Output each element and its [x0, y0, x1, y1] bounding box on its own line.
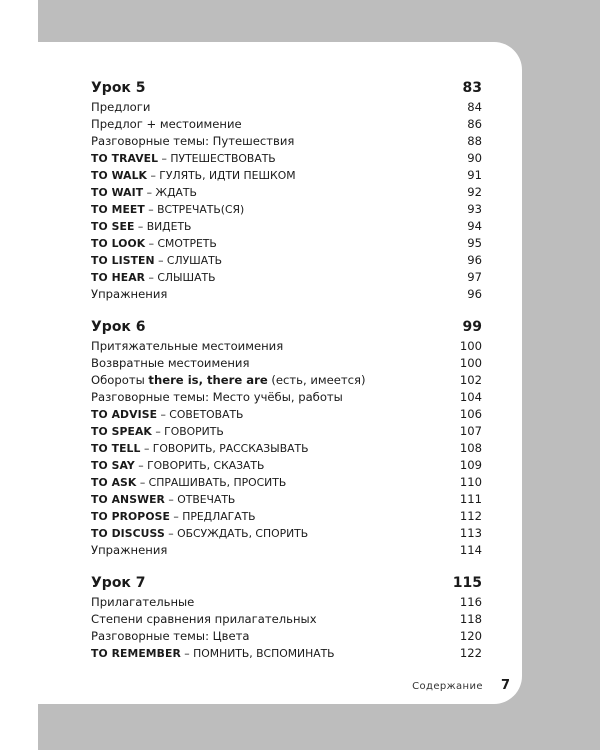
entry-text-before: Обороты [91, 373, 149, 387]
toc-entry [91, 150, 482, 167]
toc-entry [91, 372, 482, 389]
toc-entry-page-number: 102 [459, 373, 482, 387]
toc-entry-text [91, 491, 235, 508]
toc-entry-text [91, 474, 286, 491]
verb-keyword: TO WALK [91, 169, 148, 182]
lesson-page-number: 115 [452, 575, 482, 591]
verb-translation: – ВСТРЕЧАТЬ(СЯ) [144, 203, 245, 216]
verb-translation: – ПУТЕШЕСТВОВАТЬ [158, 152, 276, 165]
toc-entry-text: Разговорные темы: Путешествия [91, 134, 295, 148]
lesson-section [91, 575, 482, 662]
lesson-section [91, 319, 482, 559]
toc-entry-text [91, 184, 197, 201]
lesson-title: Урок 6 [91, 319, 146, 335]
verb-keyword: TO WAIT [91, 186, 144, 199]
entry-text-bold: there is, there are [148, 373, 268, 387]
verb-translation: – СЛУШАТЬ [154, 254, 223, 267]
toc-entry [91, 338, 482, 355]
toc-entry-page-number: 90 [467, 151, 482, 165]
verb-translation: – ВИДЕТЬ [134, 220, 192, 233]
lesson-heading [91, 319, 482, 338]
verb-translation: – ПОМНИТЬ, ВСПОМИНАТЬ [180, 647, 335, 660]
toc-entry-page-number: 110 [459, 475, 482, 489]
toc-entry-page-number: 108 [459, 441, 482, 455]
verb-keyword: TO MEET [91, 203, 145, 216]
toc-entry-text: Возвратные местоимения [91, 356, 250, 370]
toc-entry-text [91, 269, 215, 286]
toc-entry-text [91, 423, 224, 440]
lesson-heading [91, 80, 482, 99]
verb-keyword: TO SAY [91, 459, 135, 472]
toc-entry-page-number: 107 [459, 424, 482, 438]
verb-translation: – СМОТРЕТЬ [145, 237, 217, 250]
toc-entry-text [91, 508, 256, 525]
toc-entry-text [91, 645, 335, 662]
verb-keyword: TO LISTEN [91, 254, 155, 267]
verb-keyword: TO SEE [91, 220, 135, 233]
toc-entry-text: Разговорные темы: Место учёбы, работы [91, 390, 343, 404]
verb-keyword: TO LOOK [91, 237, 146, 250]
verb-translation: – ОБСУЖДАТЬ, СПОРИТЬ [164, 527, 309, 540]
toc-entry-page-number: 120 [459, 629, 482, 643]
toc-entry [91, 406, 482, 423]
verb-translation: – ПРЕДЛАГАТЬ [169, 510, 256, 523]
toc-entry-text [91, 218, 191, 235]
toc-entry-text [91, 252, 222, 269]
verb-keyword: TO ASK [91, 476, 137, 489]
lesson-heading [91, 575, 482, 594]
toc-entry-page-number: 111 [459, 492, 482, 506]
toc-entry-text [91, 372, 366, 389]
toc-entry [91, 167, 482, 184]
toc-entry [91, 423, 482, 440]
lesson-title: Урок 7 [91, 575, 146, 591]
verb-translation: – ГОВОРИТЬ, СКАЗАТЬ [134, 459, 265, 472]
lesson-section [91, 80, 482, 303]
verb-keyword: TO DISCUSS [91, 527, 165, 540]
verb-keyword: TO ADVISE [91, 408, 158, 421]
verb-keyword: TO TELL [91, 442, 141, 455]
toc-entry-page-number: 92 [467, 185, 482, 199]
verb-translation: – СЛЫШАТЬ [145, 271, 216, 284]
toc-entry-page-number: 86 [467, 117, 482, 131]
toc-entry-text [91, 235, 217, 252]
toc-entry-text: Упражнения [91, 543, 168, 557]
toc-entry-text: Прилагательные [91, 595, 195, 609]
verb-keyword: TO TRAVEL [91, 152, 159, 165]
table-of-contents [91, 80, 482, 678]
toc-entry [91, 235, 482, 252]
toc-entry [91, 218, 482, 235]
toc-entry [91, 252, 482, 269]
toc-entry [91, 474, 482, 491]
verb-translation: – СПРАШИВАТЬ, ПРОСИТЬ [136, 476, 287, 489]
toc-entry-page-number: 94 [467, 219, 482, 233]
toc-entry [91, 355, 482, 372]
toc-entry-page-number: 100 [459, 339, 482, 353]
toc-entry [91, 491, 482, 508]
lesson-page-number: 99 [462, 319, 482, 335]
toc-entry-page-number: 106 [459, 407, 482, 421]
verb-translation: – ГОВОРИТЬ, РАССКАЗЫВАТЬ [140, 442, 309, 455]
footer-section-label: Содержание [412, 681, 483, 692]
toc-entry-page-number: 84 [467, 100, 482, 114]
lesson-title: Урок 5 [91, 80, 146, 96]
toc-entry [91, 457, 482, 474]
toc-entry-page-number: 116 [459, 595, 482, 609]
verb-translation: – ЖДАТЬ [143, 186, 197, 199]
toc-entry [91, 542, 482, 559]
toc-entry [91, 201, 482, 218]
toc-entry-text [91, 201, 244, 218]
toc-entry [91, 269, 482, 286]
verb-translation: – ГОВОРИТЬ [151, 425, 224, 438]
toc-entry-text: Предлоги [91, 100, 151, 114]
toc-entry-text: Разговорные темы: Цвета [91, 629, 250, 643]
verb-keyword: TO SPEAK [91, 425, 152, 438]
toc-entry-page-number: 122 [459, 646, 482, 660]
toc-entry [91, 594, 482, 611]
toc-entry-page-number: 112 [459, 509, 482, 523]
toc-entry-page-number: 96 [467, 287, 482, 301]
toc-entry-page-number: 93 [467, 202, 482, 216]
verb-translation: – СОВЕТОВАТЬ [157, 408, 244, 421]
toc-entry-text [91, 406, 243, 423]
toc-entry-text: Упражнения [91, 287, 168, 301]
entry-text-after: (есть, имеется) [267, 373, 366, 387]
toc-entry-page-number: 109 [459, 458, 482, 472]
verb-keyword: TO ANSWER [91, 493, 165, 506]
verb-keyword: TO HEAR [91, 271, 146, 284]
toc-entry [91, 611, 482, 628]
toc-entry [91, 508, 482, 525]
page-footer [390, 678, 510, 693]
toc-entry-text: Предлог + местоимение [91, 117, 242, 131]
toc-entry-page-number: 88 [467, 134, 482, 148]
verb-keyword: TO PROPOSE [91, 510, 170, 523]
verb-translation: – ОТВЕЧАТЬ [164, 493, 236, 506]
toc-entry [91, 99, 482, 116]
book-page [38, 42, 522, 704]
toc-entry [91, 645, 482, 662]
footer-page-number: 7 [500, 678, 510, 693]
toc-entry-page-number: 95 [467, 236, 482, 250]
toc-entry-text [91, 150, 276, 167]
verb-translation: – ГУЛЯТЬ, ИДТИ ПЕШКОМ [147, 169, 296, 182]
toc-entry-text [91, 167, 296, 184]
toc-entry-page-number: 118 [459, 612, 482, 626]
toc-entry-page-number: 97 [467, 270, 482, 284]
toc-entry [91, 184, 482, 201]
toc-entry [91, 286, 482, 303]
toc-entry-text [91, 440, 309, 457]
toc-entry [91, 389, 482, 406]
toc-entry-text: Степени сравнения прилагательных [91, 612, 317, 626]
toc-entry-text: Притяжательные местоимения [91, 339, 284, 353]
toc-entry [91, 628, 482, 645]
toc-entry-page-number: 113 [459, 526, 482, 540]
lesson-page-number: 83 [462, 80, 482, 96]
toc-entry-page-number: 104 [459, 390, 482, 404]
toc-entry [91, 133, 482, 150]
toc-entry [91, 116, 482, 133]
toc-entry [91, 440, 482, 457]
toc-entry-text [91, 525, 308, 542]
verb-keyword: TO REMEMBER [91, 647, 181, 660]
toc-entry-page-number: 91 [467, 168, 482, 182]
toc-entry [91, 525, 482, 542]
toc-entry-page-number: 114 [459, 543, 482, 557]
toc-entry-page-number: 100 [459, 356, 482, 370]
toc-entry-text [91, 457, 264, 474]
toc-entry-page-number: 96 [467, 253, 482, 267]
